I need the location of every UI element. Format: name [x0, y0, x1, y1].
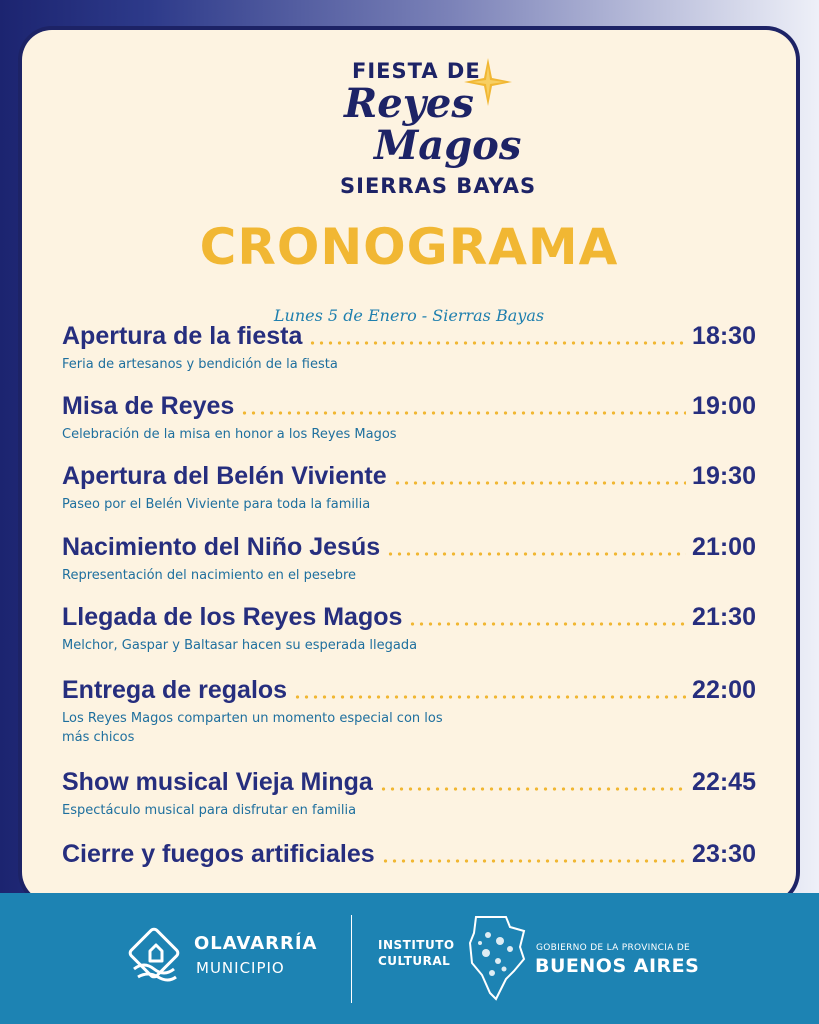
logo-script-magos: Magos — [374, 122, 522, 169]
instituto-line1: INSTITUTO — [378, 938, 455, 952]
dotted-leader — [308, 341, 686, 345]
logo-line1: FIESTA DE — [352, 59, 481, 83]
event-name: Cierre y fuegos artificiales — [62, 840, 375, 868]
footer-divider — [351, 915, 352, 1003]
instituto-cultural — [378, 937, 455, 969]
dotted-leader — [408, 622, 686, 626]
event-name: Llegada de los Reyes Magos — [62, 603, 403, 631]
event-description: Paseo por el Belén Viviente para toda la familia — [62, 497, 371, 512]
buenos-aires-label: BUENOS AIRES — [535, 955, 700, 977]
logo-line3: SIERRAS BAYAS — [340, 174, 537, 198]
logo-script-reyes: Reyes — [344, 80, 474, 127]
event-time: 18:30 — [692, 322, 756, 350]
event-name: Apertura de la fiesta — [62, 322, 303, 350]
olavarria-logo-icon — [122, 927, 186, 991]
event-description: Feria de artesanos y bendición de la fiesta — [62, 357, 338, 372]
event-time: 21:00 — [692, 533, 756, 561]
event-description: Los Reyes Magos comparten un momento especial con los más chicos — [62, 711, 443, 745]
schedule-item — [62, 598, 756, 655]
footer-bar — [0, 893, 819, 1024]
schedule-item — [62, 763, 756, 820]
event-time: 19:00 — [692, 392, 756, 420]
event-name: Nacimiento del Niño Jesús — [62, 533, 381, 561]
dotted-leader — [393, 481, 686, 485]
dotted-leader — [293, 695, 686, 699]
dotted-leader — [386, 552, 686, 556]
event-name: Misa de Reyes — [62, 392, 235, 420]
gobierno-label: GOBIERNO DE LA PROVINCIA DE — [536, 943, 691, 953]
dotted-leader — [381, 859, 686, 863]
event-description: Representación del nacimiento en el pesebre — [62, 568, 357, 583]
page-title: CRONOGRAMA — [199, 218, 619, 276]
schedule-item — [62, 528, 756, 585]
schedule-item — [62, 317, 756, 374]
event-name: Entrega de regalos — [62, 676, 288, 704]
event-time: 22:00 — [692, 676, 756, 704]
event-time: 19:30 — [692, 462, 756, 490]
dotted-leader — [379, 787, 686, 791]
event-description: Espectáculo musical para disfrutar en familia — [62, 803, 357, 818]
olavarria-name: OLAVARRÍA — [194, 933, 318, 954]
buenos-aires-map-icon — [466, 913, 528, 1003]
olavarria-sub: MUNICIPIO — [196, 959, 285, 977]
event-description: Melchor, Gaspar y Baltasar hacen su esperada llegada — [62, 638, 418, 653]
fiesta-logo — [322, 54, 552, 204]
page-subtitle: Lunes 5 de Enero - Sierras Bayas — [273, 306, 545, 325]
schedule-card — [22, 30, 796, 902]
schedule-item — [62, 671, 756, 747]
event-time: 22:45 — [692, 768, 756, 796]
event-name: Apertura del Belén Viviente — [62, 462, 387, 490]
event-name: Show musical Vieja Minga — [62, 768, 373, 796]
dotted-leader — [240, 411, 686, 415]
event-time: 21:30 — [692, 603, 756, 631]
schedule-item — [62, 457, 756, 514]
event-description: Celebración de la misa en honor a los Reyes Magos — [62, 427, 397, 442]
event-time: 23:30 — [692, 840, 756, 868]
schedule-item — [62, 387, 756, 444]
instituto-line2: CULTURAL — [378, 954, 451, 968]
schedule-item — [62, 835, 756, 869]
